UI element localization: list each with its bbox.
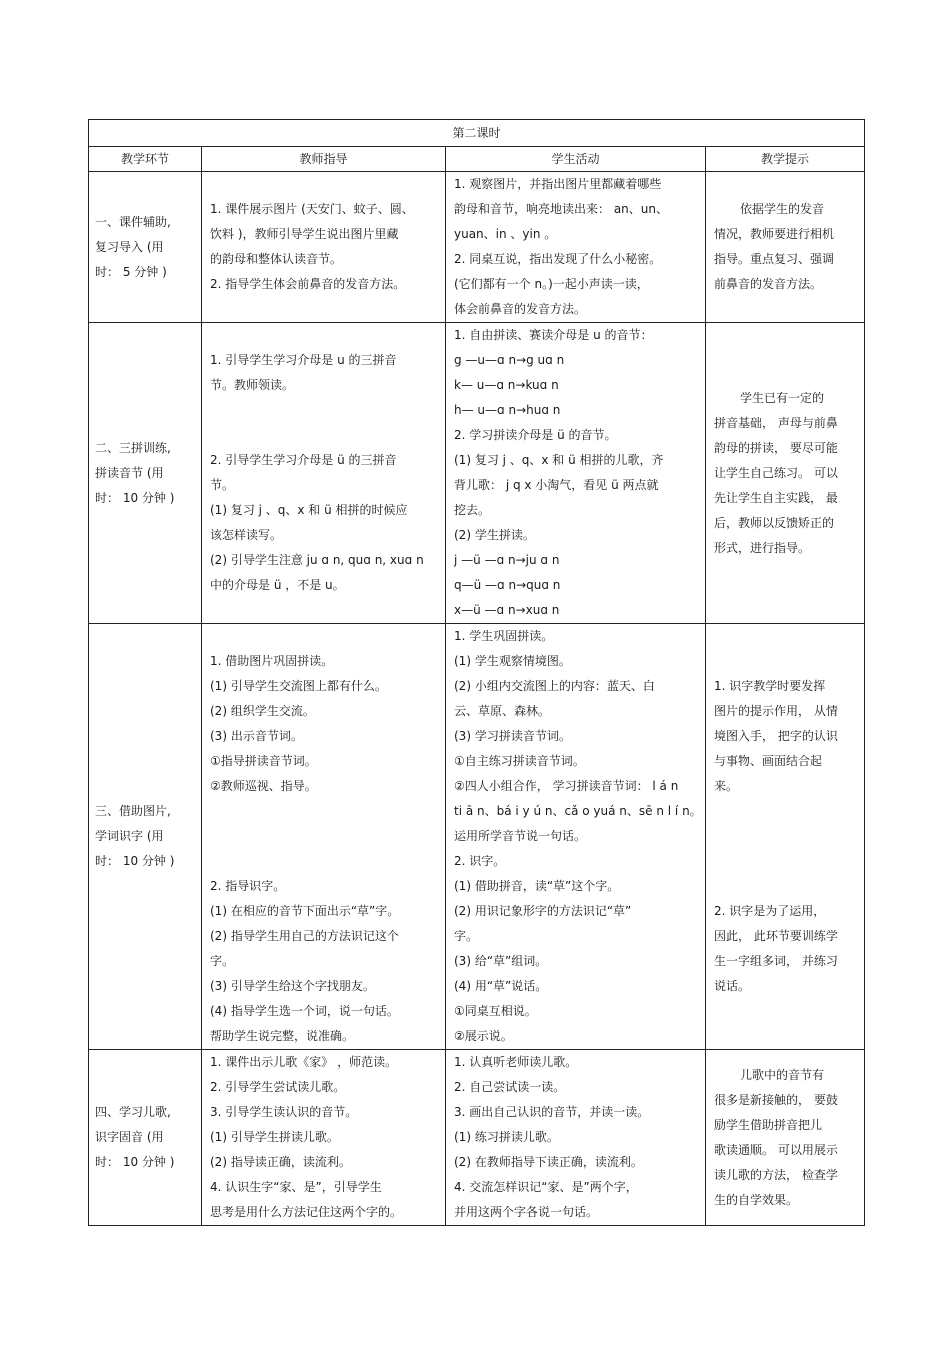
teacher-line: (2) 指导读正确，读流利。 [210,1155,351,1169]
tips-cell [706,1050,865,1226]
teacher-line: (1) 在相应的音节下面出示“草”字。 [210,904,400,918]
teacher-line: 2. 引导学生学习介母是 ü 的三拼音 [210,453,397,467]
teacher-line: 4. 认识生字“家、是”，引导学生 [210,1180,382,1194]
teacher-cell [202,1050,446,1226]
tips-line: 因此， 此环节要训练学 [714,929,838,943]
student-line: 挖去。 [454,503,491,517]
teacher-line: 节。教师领读。 [210,378,295,392]
student-line: (2) 用识记象形字的方法识记“草” [454,904,632,918]
tips-line: 依据学生的发音 [740,202,825,216]
teacher-line: 节。 [210,478,235,492]
teacher-line: (4) 指导学生选一个词，说一句话。 [210,1004,399,1018]
stage-line: 三、借助图片, [95,804,171,818]
tips-line: 来。 [714,779,739,793]
tips-line: 先让学生自主实践， 最 [714,490,838,505]
student-line: 3. 画出自己认识的音节，并读一读。 [454,1105,650,1119]
student-line: 云、草原、森林。 [454,704,551,718]
student-line: 2. 学习拼读介母是 ü 的音节。 [454,428,617,442]
teacher-line: 的韵母和整体认读音节。 [210,252,343,266]
student-line: (1) 学生观察情境图。 [454,654,571,668]
student-line: 2. 同桌互说，指出发现了什么小秘密。 [454,252,662,266]
tips-line: 后，教师以反馈矫正的 [714,515,835,530]
teacher-line: 饮料 )，教师引导学生说出图片里藏 [210,227,399,241]
student-line: (3) 给“草”组词。 [454,954,548,968]
stage-line: 识字固音 (用 [95,1130,164,1144]
tips-line: 前鼻音的发音方法。 [714,277,823,291]
student-line: q—ü —ɑ n→quɑ n [454,578,561,592]
lesson-plan-table [88,119,865,1226]
teacher-line: (2) 指导学生用自己的方法识记这个 [210,929,399,943]
student-line: 1. 观察图片，并指出图片里都藏着哪些 [454,177,662,191]
table-title: 第二课时 [89,120,865,147]
tips-cell [706,323,865,624]
student-line: 运用所学音节说一句话。 [454,829,587,843]
teacher-line: 2. 指导学生体会前鼻音的发音方法。 [210,277,406,291]
student-line: (2) 学生拼读。 [454,528,535,542]
table-row [89,323,865,624]
spacer [210,398,439,448]
teacher-line: (3) 出示音节词。 [210,729,303,743]
spacer [210,624,439,649]
header-tips: 教学提示 [706,147,865,172]
student-line: ①自主练习拼读音节词。 [454,754,585,768]
stage-line: 时： 10 分钟 ) [95,1155,175,1169]
student-line: 并用这两个字各说一句话。 [454,1205,599,1219]
student-line: ①同桌互相说。 [454,1004,537,1018]
student-line: 韵母和音节，响亮地读出来： an、un、 [454,202,668,216]
table-row [89,1050,865,1226]
student-line: j —ü —ɑ n→ju ɑ n [454,553,560,567]
stage-cell [89,172,202,323]
tips-line: 拼音基础， 声母与前鼻 [714,415,838,430]
student-line: 1. 认真听老师读儿歌。 [454,1055,578,1069]
teacher-line: 字。 [210,954,235,968]
tips-line: 境图入手， 把字的认识 [714,729,838,743]
tips-line: 励学生借助拼音把儿 [714,1117,823,1132]
teacher-line: (2) 组织学生交流。 [210,704,315,718]
student-line: (2) 在教师指导下读正确，读流利。 [454,1155,643,1169]
table-row [89,172,865,323]
table-row [89,624,865,1050]
tips-line: 让学生自己练习。 可以 [714,465,838,480]
student-line: k— u—ɑ n→kuɑ n [454,378,559,392]
teacher-line: 1. 引导学生学习介母是 u 的三拼音 [210,353,397,367]
student-line: g —u—ɑ n→g uɑ n [454,353,565,367]
teacher-line: 2. 引导学生尝试读儿歌。 [210,1080,346,1094]
student-line: 字。 [454,929,479,943]
spacer [714,624,858,674]
stage-line: 四、学习儿歌, [95,1105,171,1119]
teacher-line: 中的介母是 ü ，不是 u。 [210,578,345,592]
teacher-line: (1) 复习 j 、q、x 和 ü 相拼的时候应 [210,503,408,517]
tips-line: 韵母的拼读， 要尽可能 [714,440,838,455]
student-cell [446,323,706,624]
tips-line: 形式，进行指导。 [714,540,811,555]
student-line: 2. 自己尝试读一读。 [454,1080,566,1094]
student-line: ②四人小组合作， 学习拼读音节词： l á n [454,779,679,793]
stage-line: 学词识字 (用 [95,829,164,843]
stage-line: 复习导入 (用 [95,239,164,254]
student-cell [446,624,706,1050]
spacer [210,799,439,874]
tips-line: 与事物、画面结合起 [714,754,823,768]
stage-cell [89,323,202,624]
teacher-line: (3) 引导学生给这个字找朋友。 [210,979,375,993]
stage-line: 时： 5 分钟 ) [95,264,167,279]
student-line: yuan、in 、yin 。 [454,227,557,241]
teacher-line: (1) 引导学生拼读儿歌。 [210,1130,339,1144]
tips-line: 1. 识字教学时要发挥 [714,679,826,693]
tips-line: 儿歌中的音节有 [740,1067,825,1082]
student-line: 体会前鼻音的发音方法。 [454,302,587,316]
teacher-line: 1. 课件出示儿歌《家》 ，师范读。 [210,1055,398,1069]
tips-line: 情况，教师要进行相机 [714,227,835,241]
stage-cell [89,1050,202,1226]
student-line: (4) 用“草”说话。 [454,979,548,993]
tips-line: 指导。重点复习、强调 [714,252,835,266]
student-line: 2. 识字。 [454,854,506,868]
student-line: ②展示说。 [454,1029,513,1043]
stage-cell [89,624,202,1050]
teacher-cell [202,323,446,624]
student-cell [446,172,706,323]
student-line: 背儿歌： j q x 小淘气，看见 ü 两点就 [454,478,659,492]
tips-line: 歌读通顺。 可以用展示 [714,1142,838,1157]
student-line: 1. 学生巩固拼读。 [454,629,554,643]
tips-line: 生的自学效果。 [714,1192,799,1207]
tips-line: 图片的提示作用， 从情 [714,704,838,718]
student-line: (1) 借助拼音，读“草”这个字。 [454,879,620,893]
tips-line: 读儿歌的方法， 检查学 [714,1167,838,1182]
stage-line: 二、三拼训练, [95,440,171,455]
teacher-line: 帮助学生说完整，说准确。 [210,1029,355,1043]
teacher-line: 该怎样读写。 [210,528,283,542]
student-line: (3) 学习拼读音节词。 [454,729,571,743]
teacher-line: ①指导拼读音节词。 [210,754,317,768]
teacher-line: 思考是用什么方法记住这两个字的。 [210,1205,403,1219]
header-stage: 教学环节 [89,147,202,172]
tips-line: 学生已有一定的 [740,390,825,405]
student-line: h— u—ɑ n→huɑ n [454,403,561,417]
stage-line: 时： 10 分钟 ) [95,490,175,505]
teacher-line: 1. 借助图片巩固拼读。 [210,654,334,668]
stage-line: 拼读音节 (用 [95,465,164,480]
tips-cell [706,624,865,1050]
student-line: x—ü —ɑ n→xuɑ n [454,603,560,617]
student-line: (2) 小组内交流图上的内容：蓝天、白 [454,679,655,693]
tips-line: 2. 识字是为了运用， [714,904,826,918]
teacher-cell [202,624,446,1050]
teacher-line: (2) 引导学生注意 ju ɑ n, quɑ n, xuɑ n [210,553,424,567]
teacher-cell [202,172,446,323]
student-line: (它们都有一个 n。)一起小声读一读， [454,277,649,291]
student-line: (1) 复习 j 、q、x 和 ü 相拼的儿歌，齐 [454,453,664,467]
header-teacher: 教师指导 [202,147,446,172]
spacer [714,799,858,899]
student-line: (1) 练习拼读儿歌。 [454,1130,559,1144]
stage-line: 一、课件辅助, [95,214,171,229]
tips-line: 说话。 [714,979,751,993]
tips-cell [706,172,865,323]
teacher-line: 2. 指导识字。 [210,879,286,893]
student-line: ti ā n、bá i y ú n、cǎ o yuá n、sē n l í n。 [454,804,702,818]
teacher-line: (1) 引导学生交流图上都有什么。 [210,679,387,693]
student-cell [446,1050,706,1226]
header-student: 学生活动 [446,147,706,172]
teacher-line: 1. 课件展示图片 (天安门、蚊子、圆、 [210,202,414,216]
stage-line: 时： 10 分钟 ) [95,854,175,868]
student-line: 4. 交流怎样识记“家、是”两个字， [454,1180,638,1194]
tips-line: 生一字组多词， 并练习 [714,954,838,968]
tips-line: 很多是新接触的， 要鼓 [714,1092,838,1107]
teacher-line: 3. 引导学生读认识的音节。 [210,1105,358,1119]
student-line: 1. 自由拼读、赛读介母是 u 的音节： [454,328,653,342]
teacher-line: ②教师巡视、指导。 [210,779,317,793]
